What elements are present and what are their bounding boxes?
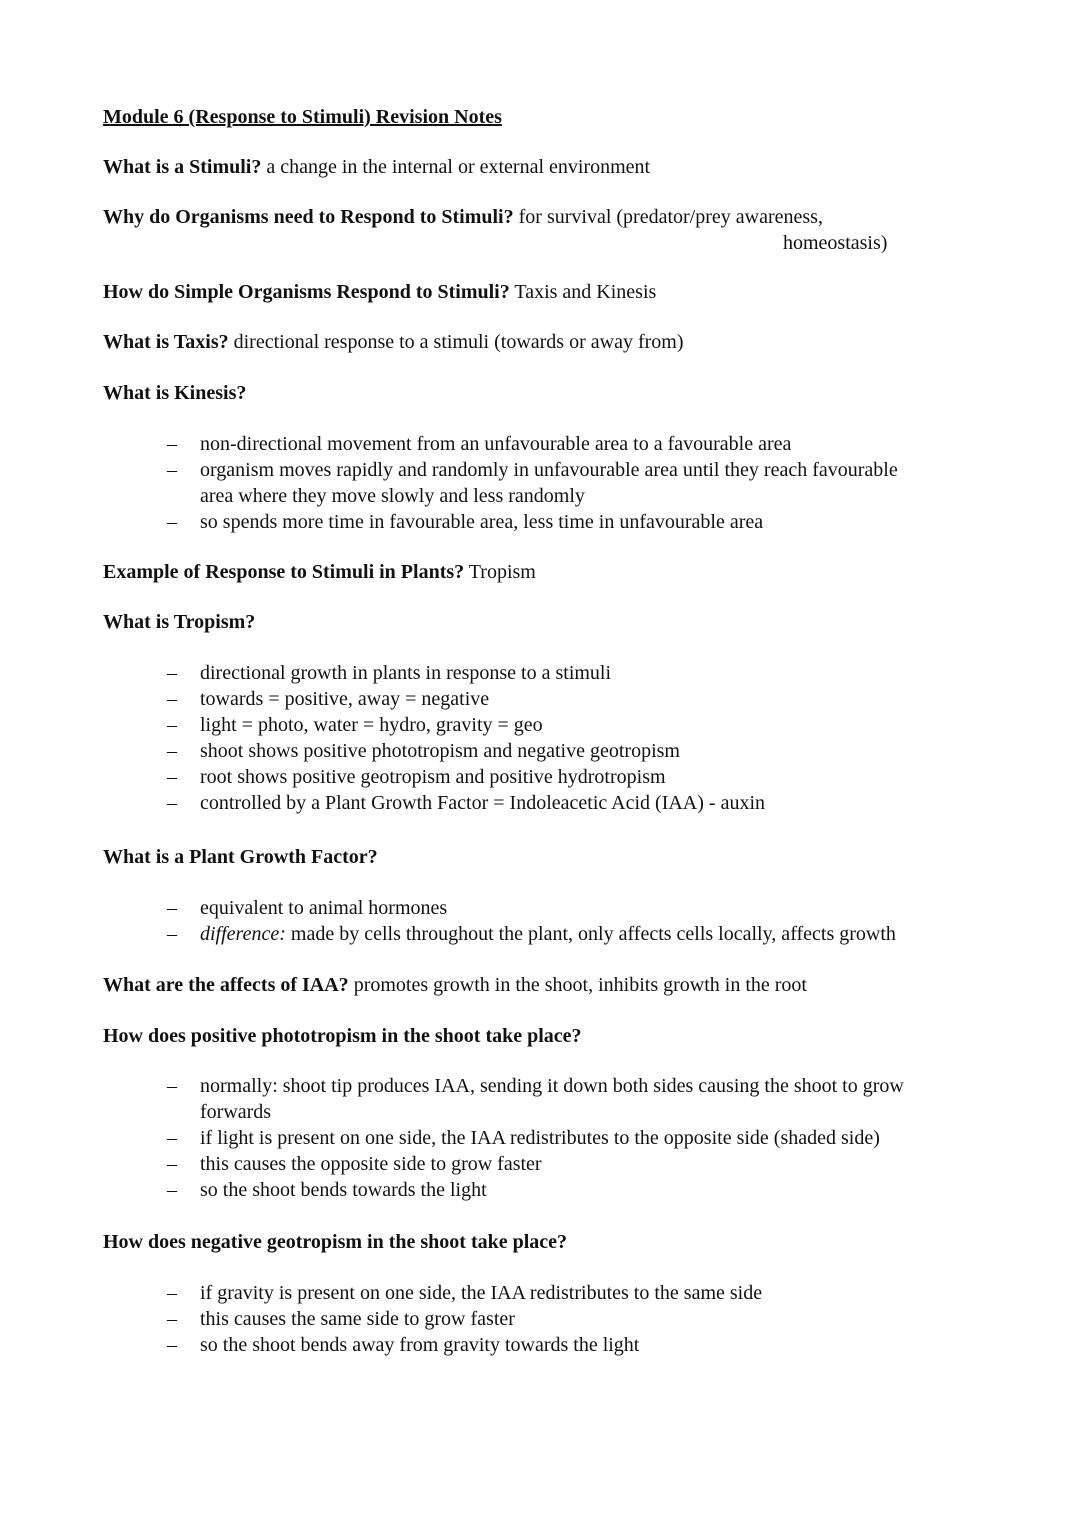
list-item: – this causes the opposite side to grow faster xyxy=(103,1151,983,1177)
list-item: – organism moves rapidly and randomly in unfavourable area until they reach favourable area where they move slowly and less randomly xyxy=(103,457,983,509)
question: What is a Stimuli? xyxy=(103,156,262,178)
tropism-list xyxy=(103,660,983,816)
list-item: – shoot shows positive phototropism and negative geotropism xyxy=(103,738,983,764)
list-item: – controlled by a Plant Growth Factor = Indoleacetic Acid (IAA) - auxin xyxy=(103,790,983,816)
question: What is Tropism? xyxy=(103,611,256,633)
qa-plant-growth-factor xyxy=(103,844,378,870)
qa-geotropism xyxy=(103,1229,567,1255)
list-item: – light = photo, water = hydro, gravity = geo xyxy=(103,712,983,738)
qa-stimuli xyxy=(103,154,650,180)
qa-simple-organisms xyxy=(103,279,656,305)
list-item: – root shows positive geotropism and positive hydrotropism xyxy=(103,764,983,790)
answer: promotes growth in the shoot, inhibits growth in the root xyxy=(353,974,807,996)
list-item: – equivalent to animal hormones xyxy=(103,895,983,921)
question: Why do Organisms need to Respond to Stimuli? xyxy=(103,206,514,228)
list-item: – so the shoot bends towards the light xyxy=(103,1177,983,1203)
answer-continuation: homeostasis) xyxy=(783,232,888,254)
question: What is Taxis? xyxy=(103,331,229,353)
question: How do Simple Organisms Respond to Stimuli? xyxy=(103,281,510,303)
list-item: – so the shoot bends away from gravity towards the light xyxy=(103,1332,983,1358)
question: Example of Response to Stimuli in Plants? xyxy=(103,561,465,583)
list-item: – directional growth in plants in response to a stimuli xyxy=(103,660,983,686)
list-item: – if light is present on one side, the IAA redistributes to the opposite side (shaded side) xyxy=(103,1125,983,1151)
phototropism-list xyxy=(103,1073,983,1203)
list-item: – if gravity is present on one side, the IAA redistributes to the same side xyxy=(103,1280,983,1306)
question: What are the affects of IAA? xyxy=(103,974,349,996)
list-item: – so spends more time in favourable area, less time in unfavourable area xyxy=(103,509,983,535)
answer: a change in the internal or external environment xyxy=(266,156,651,178)
qa-tropism xyxy=(103,609,255,635)
list-item: – non-directional movement from an unfavourable area to a favourable area xyxy=(103,431,983,457)
question: What is Kinesis? xyxy=(103,382,247,404)
list-item: – this causes the same side to grow faster xyxy=(103,1306,983,1332)
answer: Taxis and Kinesis xyxy=(514,281,657,303)
page-title: Module 6 (Response to Stimuli) Revision Notes xyxy=(103,106,502,128)
qa-why-respond xyxy=(103,204,823,230)
qa-iaa-effects xyxy=(103,972,807,998)
kinesis-list xyxy=(103,431,983,535)
geotropism-list xyxy=(103,1280,983,1358)
answer: for survival (predator/prey awareness, xyxy=(518,206,823,228)
list-item: – towards = positive, away = negative xyxy=(103,686,983,712)
qa-kinesis xyxy=(103,380,246,406)
question: How does positive phototropism in the shoot take place? xyxy=(103,1025,582,1047)
qa-plants-example xyxy=(103,559,536,585)
difference-label: difference: xyxy=(200,923,286,945)
qa-taxis xyxy=(103,329,683,355)
list-item: – difference: made by cells throughout the plant, only affects cells locally, affects growth xyxy=(103,921,983,947)
pgf-list xyxy=(103,895,983,947)
qa-phototropism xyxy=(103,1023,582,1049)
list-item: – normally: shoot tip produces IAA, sending it down both sides causing the shoot to grow forwards xyxy=(103,1073,983,1125)
question: How does negative geotropism in the shoot take place? xyxy=(103,1231,568,1253)
question: What is a Plant Growth Factor? xyxy=(103,846,378,868)
answer: directional response to a stimuli (towards or away from) xyxy=(233,331,684,353)
answer: Tropism xyxy=(468,561,536,583)
